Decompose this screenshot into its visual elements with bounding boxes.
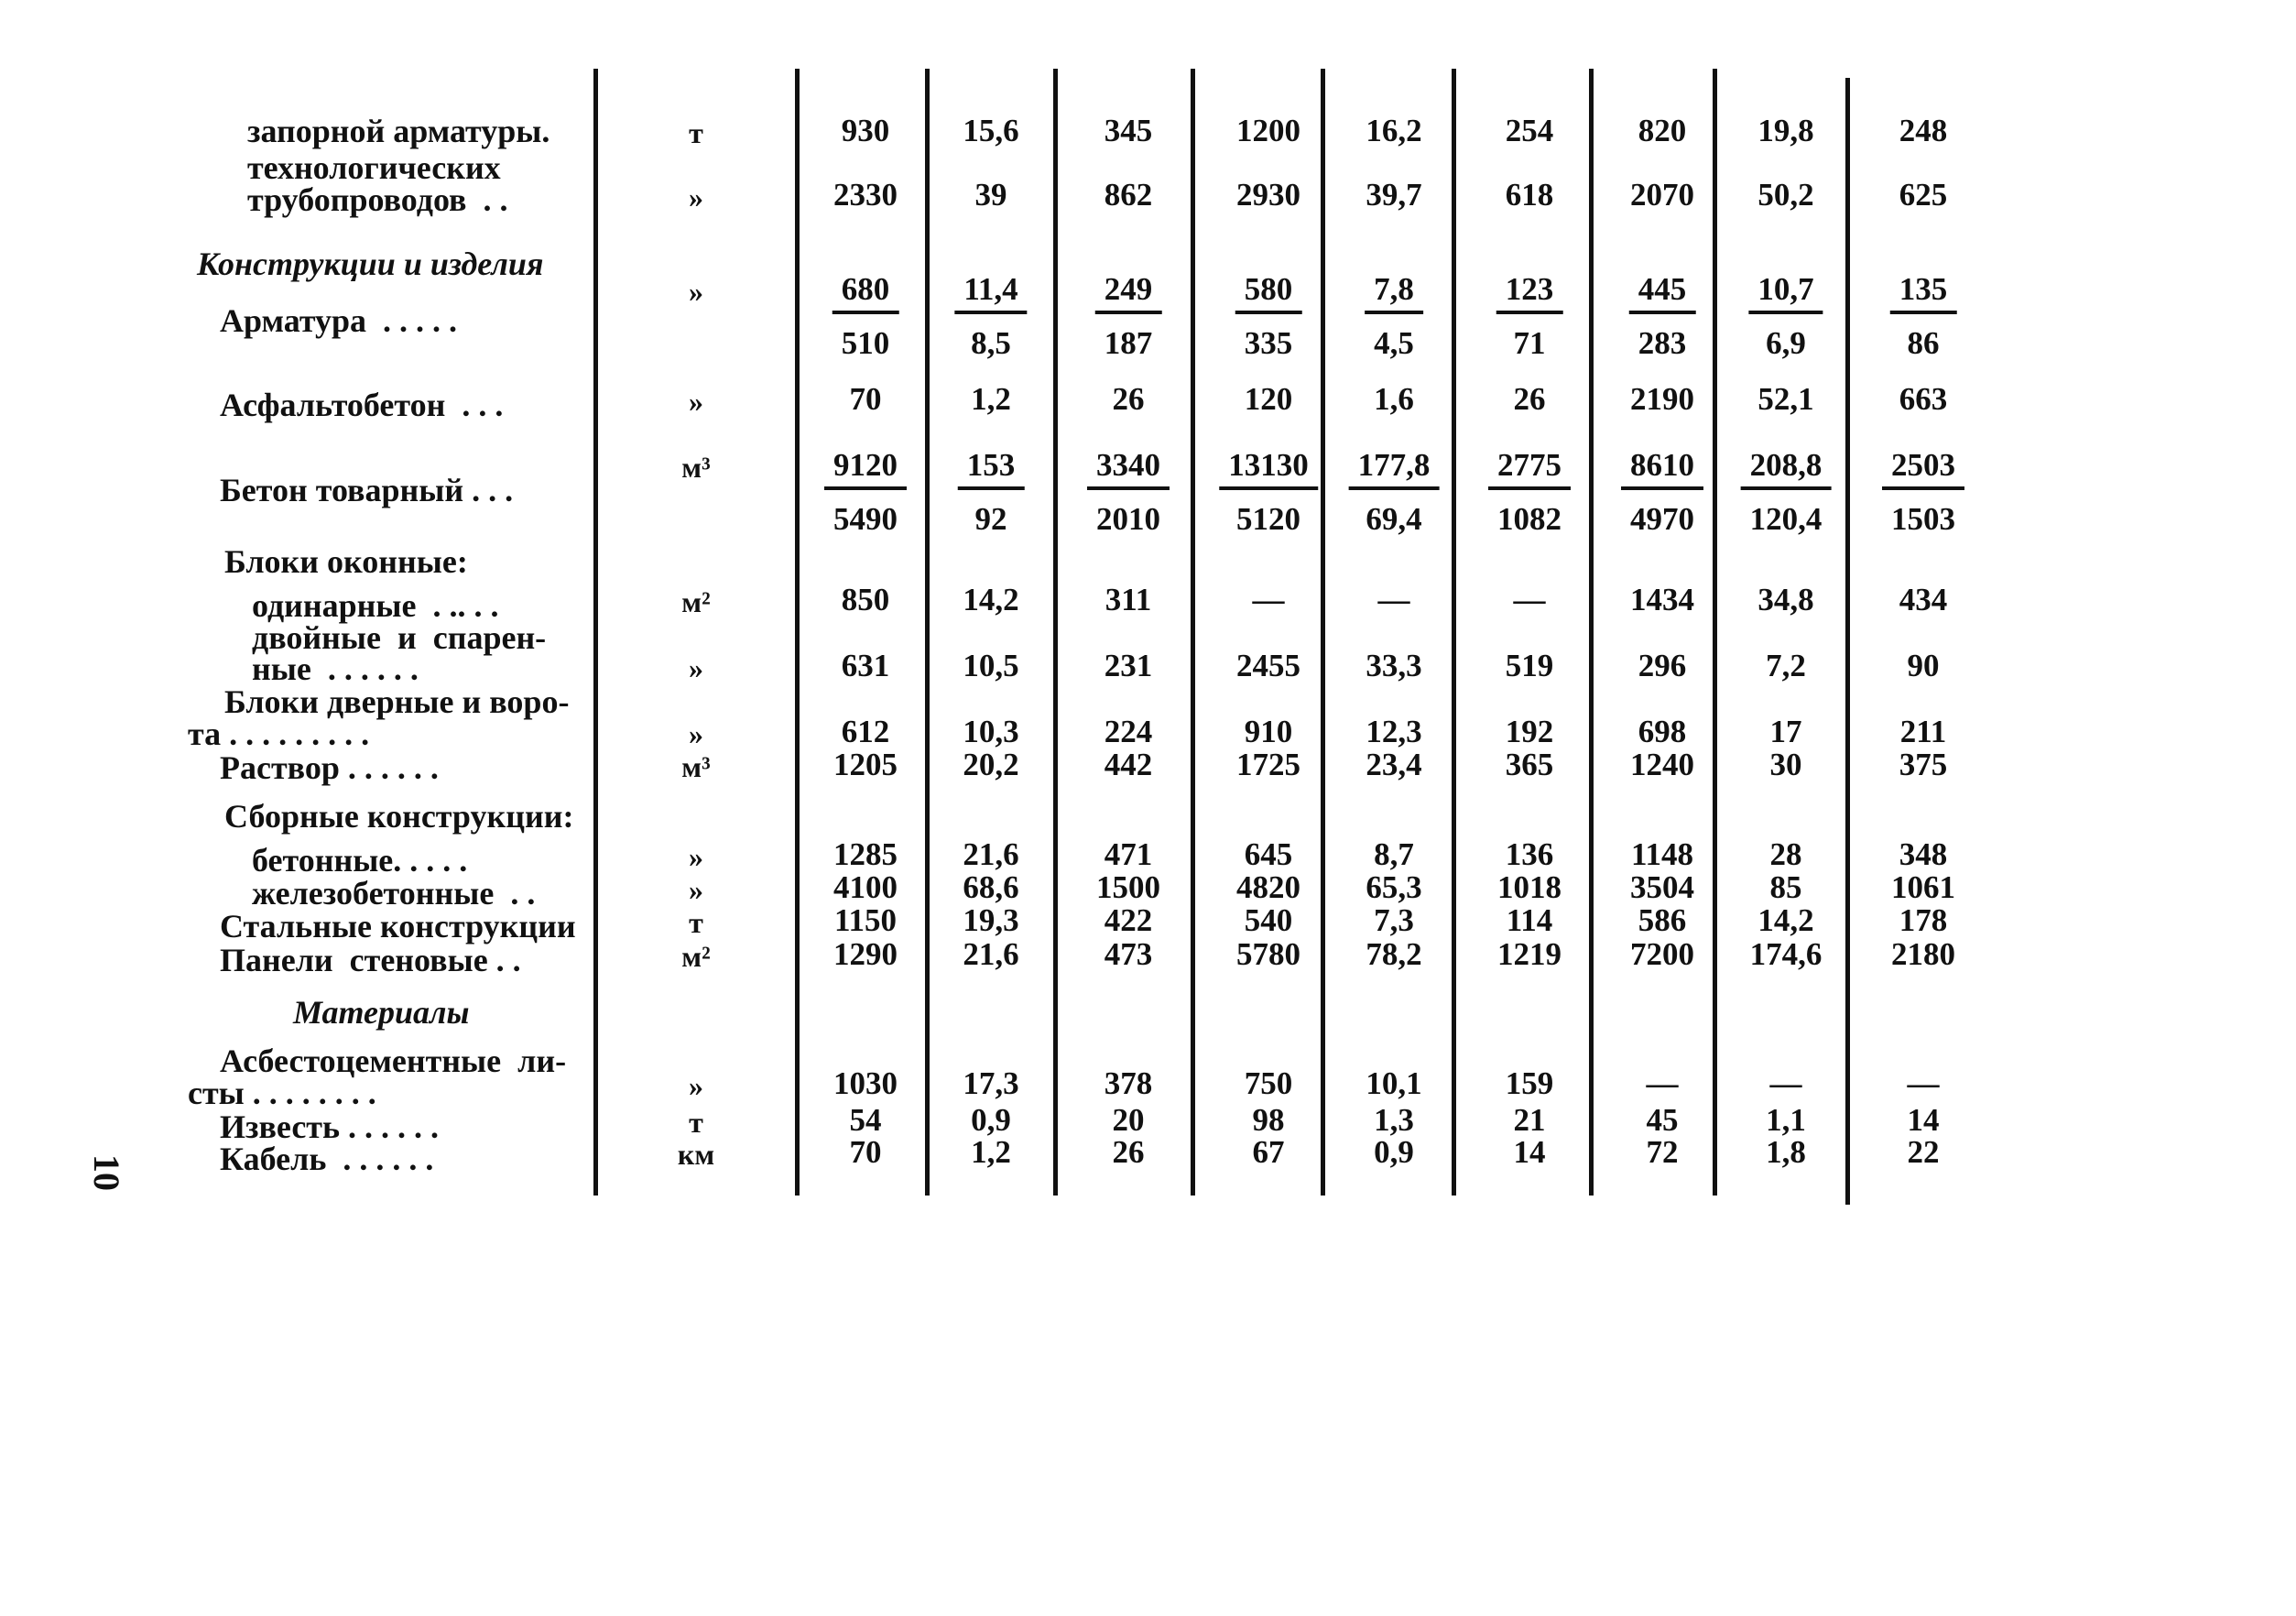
- value-cell: 114: [1506, 902, 1553, 938]
- fraction-denominator: 510: [841, 325, 890, 361]
- fraction-denominator: 120,4: [1749, 501, 1823, 537]
- column-rule: [925, 69, 930, 1196]
- unit-cell: »: [689, 717, 703, 750]
- unit-cell: »: [689, 1069, 703, 1102]
- fraction-denominator: 71: [1513, 325, 1546, 361]
- unit-cell: »: [689, 180, 703, 213]
- fraction-numerator: 8610: [1621, 449, 1703, 490]
- value-cell: 70: [849, 381, 882, 417]
- column-rule: [1845, 78, 1850, 1205]
- value-cell: 14,2: [1757, 902, 1814, 938]
- value-cell: 1150: [833, 902, 898, 938]
- unit-cell: м³: [681, 451, 711, 484]
- value-cell: 471: [1104, 836, 1153, 872]
- value-cell: 85: [1769, 869, 1802, 905]
- column-rule: [795, 69, 800, 1196]
- value-cell: 7,2: [1766, 648, 1806, 683]
- value-cell: 375: [1899, 747, 1948, 782]
- value-cell: 17: [1769, 714, 1802, 749]
- value-cell: 1290: [833, 936, 898, 972]
- fraction-cell: [1235, 273, 1302, 359]
- value-cell: 33,3: [1366, 648, 1422, 683]
- value-cell: 586: [1638, 902, 1687, 938]
- value-cell: 0,9: [1374, 1134, 1414, 1170]
- value-cell: —: [1646, 1065, 1679, 1101]
- value-cell: 930: [841, 113, 890, 148]
- value-cell: 663: [1899, 381, 1948, 417]
- value-cell: —: [1907, 1065, 1940, 1101]
- section-heading: Конструкции и изделия: [197, 246, 544, 282]
- unit-cell: т: [689, 906, 703, 939]
- fraction-cell: [1488, 449, 1571, 535]
- row-label: Арматура . . . . .: [220, 302, 458, 339]
- row-label: та . . . . . . . . .: [188, 715, 370, 752]
- fraction-denominator: 5120: [1236, 501, 1300, 537]
- value-cell: 12,3: [1366, 714, 1422, 749]
- unit-cell: т: [689, 116, 703, 149]
- value-cell: 1,3: [1374, 1102, 1414, 1138]
- fraction-numerator: 177,8: [1349, 449, 1440, 490]
- value-cell: 98: [1252, 1102, 1285, 1138]
- value-cell: 21,6: [963, 836, 1019, 872]
- value-cell: 224: [1104, 714, 1153, 749]
- value-cell: 422: [1104, 902, 1153, 938]
- value-cell: 26: [1513, 381, 1546, 417]
- value-cell: —: [1769, 1065, 1802, 1101]
- value-cell: 378: [1104, 1065, 1153, 1101]
- fraction-numerator: 3340: [1087, 449, 1170, 490]
- row-label: двойные и спарен-: [252, 619, 547, 656]
- row-label: Кабель . . . . . .: [220, 1141, 434, 1177]
- value-cell: 78,2: [1366, 936, 1422, 972]
- value-cell: 16,2: [1366, 113, 1422, 148]
- value-cell: 1500: [1096, 869, 1160, 905]
- fraction-cell: [832, 273, 899, 359]
- column-rule: [1053, 69, 1058, 1196]
- value-cell: 618: [1505, 177, 1554, 213]
- value-cell: —: [1252, 582, 1285, 617]
- value-cell: 1,6: [1374, 381, 1414, 417]
- value-cell: 68,6: [963, 869, 1019, 905]
- value-cell: 67: [1252, 1134, 1285, 1170]
- value-cell: 2070: [1630, 177, 1694, 213]
- value-cell: 2180: [1891, 936, 1955, 972]
- value-cell: 20,2: [963, 747, 1019, 782]
- fraction-cell: [1741, 449, 1832, 535]
- value-cell: 4820: [1236, 869, 1300, 905]
- fraction-numerator: 9120: [824, 449, 907, 490]
- column-rule: [1713, 69, 1717, 1196]
- value-cell: 26: [1112, 381, 1145, 417]
- row-label: Блоки оконные:: [224, 543, 468, 580]
- value-cell: 296: [1638, 648, 1687, 683]
- value-cell: 14,2: [963, 582, 1019, 617]
- value-cell: 434: [1899, 582, 1948, 617]
- column-rule: [1191, 69, 1195, 1196]
- value-cell: 20: [1112, 1102, 1145, 1138]
- fraction-numerator: 11,4: [954, 273, 1027, 314]
- value-cell: 2455: [1236, 648, 1300, 683]
- row-label: Известь . . . . . .: [220, 1108, 440, 1145]
- fraction-denominator: 4970: [1630, 501, 1694, 537]
- fraction-cell: [1629, 273, 1696, 359]
- row-label: трубопроводов . .: [247, 181, 508, 218]
- value-cell: 231: [1104, 648, 1153, 683]
- value-cell: 19,3: [963, 902, 1019, 938]
- value-cell: 14: [1513, 1134, 1546, 1170]
- fraction-denominator: 283: [1638, 325, 1687, 361]
- value-cell: 30: [1769, 747, 1802, 782]
- value-cell: 1219: [1497, 936, 1561, 972]
- value-cell: 345: [1104, 113, 1153, 148]
- unit-cell: т: [689, 1106, 703, 1139]
- value-cell: 120: [1244, 381, 1293, 417]
- value-cell: 21,6: [963, 936, 1019, 972]
- value-cell: 23,4: [1366, 747, 1422, 782]
- value-cell: 14: [1907, 1102, 1940, 1138]
- value-cell: 178: [1899, 902, 1948, 938]
- value-cell: 10,5: [963, 648, 1019, 683]
- value-cell: 2930: [1236, 177, 1300, 213]
- value-cell: 54: [849, 1102, 882, 1138]
- fraction-numerator: 135: [1890, 273, 1957, 314]
- fraction-numerator: 10,7: [1748, 273, 1823, 314]
- value-cell: 19,8: [1757, 113, 1814, 148]
- fraction-cell: [1621, 449, 1703, 535]
- value-cell: 1285: [833, 836, 898, 872]
- row-label: Раствор . . . . . .: [220, 749, 439, 786]
- unit-cell: м³: [681, 750, 711, 783]
- value-cell: 4100: [833, 869, 898, 905]
- row-label: одинарные . .. . .: [252, 587, 499, 624]
- row-label: Асбестоцементные ли-: [220, 1043, 567, 1079]
- unit-cell: м²: [681, 940, 711, 973]
- value-cell: 254: [1505, 113, 1554, 148]
- unit-cell: км: [677, 1138, 715, 1171]
- fraction-denominator: 69,4: [1366, 501, 1422, 537]
- column-rule: [1321, 69, 1325, 1196]
- value-cell: 26: [1112, 1134, 1145, 1170]
- value-cell: 8,7: [1374, 836, 1414, 872]
- value-cell: 862: [1104, 177, 1153, 213]
- value-cell: 1,2: [971, 1134, 1011, 1170]
- row-label: Сборные конструкции:: [224, 798, 574, 835]
- fraction-cell: [1365, 273, 1423, 359]
- value-cell: 365: [1505, 747, 1554, 782]
- value-cell: —: [1513, 582, 1546, 617]
- fraction-denominator: 4,5: [1374, 325, 1414, 361]
- value-cell: 442: [1104, 747, 1153, 782]
- value-cell: 1030: [833, 1065, 898, 1101]
- unit-cell: »: [689, 651, 703, 684]
- row-label: технологических: [247, 149, 501, 186]
- fraction-cell: [958, 449, 1025, 535]
- row-label: Бетон товарный . . .: [220, 472, 514, 508]
- value-cell: 1148: [1630, 836, 1694, 872]
- value-cell: 39: [974, 177, 1007, 213]
- row-label: железобетонные . .: [252, 875, 536, 912]
- value-cell: 1,8: [1766, 1134, 1806, 1170]
- row-label: бетонные. . . . .: [252, 842, 468, 879]
- fraction-cell: [1349, 449, 1440, 535]
- row-label: сты . . . . . . . .: [188, 1075, 376, 1111]
- value-cell: 645: [1244, 836, 1293, 872]
- value-cell: 1200: [1236, 113, 1300, 148]
- value-cell: 1061: [1891, 869, 1955, 905]
- fraction-cell: [954, 273, 1027, 359]
- row-label: Стальные конструкции: [220, 908, 576, 944]
- row-label: ные . . . . . .: [252, 650, 419, 687]
- value-cell: 473: [1104, 936, 1153, 972]
- value-cell: 631: [841, 648, 890, 683]
- value-cell: 2190: [1630, 381, 1694, 417]
- value-cell: 519: [1505, 648, 1554, 683]
- column-rule: [593, 69, 598, 1196]
- value-cell: 1434: [1630, 582, 1694, 617]
- unit-cell: »: [689, 275, 703, 308]
- value-cell: 540: [1244, 902, 1293, 938]
- fraction-cell: [1219, 449, 1318, 535]
- fraction-denominator: 5490: [833, 501, 898, 537]
- fraction-cell: [1095, 273, 1162, 359]
- fraction-cell: [1087, 449, 1170, 535]
- fraction-numerator: 7,8: [1365, 273, 1423, 314]
- unit-cell: »: [689, 385, 703, 418]
- row-label: Блоки дверные и воро-: [224, 683, 570, 720]
- row-label: запорной арматуры.: [247, 113, 550, 149]
- value-cell: 72: [1646, 1134, 1679, 1170]
- value-cell: 1725: [1236, 747, 1300, 782]
- row-label: Асфальтобетон . . .: [220, 387, 504, 423]
- fraction-numerator: 153: [958, 449, 1025, 490]
- fraction-numerator: 13130: [1219, 449, 1318, 490]
- fraction-numerator: 680: [832, 273, 899, 314]
- value-cell: 1205: [833, 747, 898, 782]
- value-cell: 28: [1769, 836, 1802, 872]
- value-cell: 612: [841, 714, 890, 749]
- value-cell: 625: [1899, 177, 1948, 213]
- fraction-numerator: 2775: [1488, 449, 1571, 490]
- value-cell: 50,2: [1757, 177, 1814, 213]
- fraction-denominator: 92: [974, 501, 1007, 537]
- value-cell: 15,6: [963, 113, 1019, 148]
- value-cell: 3504: [1630, 869, 1694, 905]
- value-cell: 311: [1104, 582, 1152, 617]
- fraction-denominator: 86: [1907, 325, 1940, 361]
- value-cell: 10,1: [1366, 1065, 1422, 1101]
- value-cell: 1,2: [971, 381, 1011, 417]
- value-cell: 192: [1505, 714, 1554, 749]
- column-rule: [1452, 69, 1456, 1196]
- value-cell: 65,3: [1366, 869, 1422, 905]
- value-cell: 17,3: [963, 1065, 1019, 1101]
- unit-cell: м²: [681, 585, 711, 618]
- value-cell: 90: [1907, 648, 1940, 683]
- value-cell: 211: [1899, 714, 1947, 749]
- value-cell: 136: [1505, 836, 1554, 872]
- fraction-numerator: 445: [1629, 273, 1696, 314]
- fraction-denominator: 8,5: [971, 325, 1011, 361]
- fraction-denominator: 187: [1104, 325, 1153, 361]
- fraction-numerator: 208,8: [1741, 449, 1832, 490]
- value-cell: 7200: [1630, 936, 1694, 972]
- value-cell: 22: [1907, 1134, 1940, 1170]
- value-cell: 348: [1899, 836, 1948, 872]
- value-cell: 1018: [1497, 869, 1561, 905]
- fraction-cell: [1890, 273, 1957, 359]
- unit-cell: »: [689, 840, 703, 873]
- page-number: 10: [86, 1154, 127, 1191]
- value-cell: 750: [1244, 1065, 1293, 1101]
- value-cell: 5780: [1236, 936, 1300, 972]
- fraction-denominator: 1503: [1891, 501, 1955, 537]
- value-cell: 1240: [1630, 747, 1694, 782]
- value-cell: 910: [1244, 714, 1293, 749]
- value-cell: 45: [1646, 1102, 1679, 1138]
- fraction-cell: [1496, 273, 1563, 359]
- fraction-denominator: 6,9: [1766, 325, 1806, 361]
- value-cell: —: [1377, 582, 1410, 617]
- value-cell: 820: [1638, 113, 1687, 148]
- value-cell: 21: [1513, 1102, 1546, 1138]
- value-cell: 7,3: [1374, 902, 1414, 938]
- value-cell: 52,1: [1757, 381, 1814, 417]
- value-cell: 2330: [833, 177, 898, 213]
- value-cell: 10,3: [963, 714, 1019, 749]
- fraction-cell: [824, 449, 907, 535]
- fraction-numerator: 249: [1095, 273, 1162, 314]
- row-label: Панели стеновые . .: [220, 942, 521, 978]
- value-cell: 248: [1899, 113, 1948, 148]
- fraction-denominator: 1082: [1497, 501, 1561, 537]
- value-cell: 159: [1505, 1065, 1554, 1101]
- value-cell: 70: [849, 1134, 882, 1170]
- fraction-denominator: 335: [1244, 325, 1293, 361]
- unit-cell: »: [689, 873, 703, 906]
- value-cell: 0,9: [971, 1102, 1011, 1138]
- fraction-cell: [1748, 273, 1823, 359]
- value-cell: 34,8: [1757, 582, 1814, 617]
- value-cell: 698: [1638, 714, 1687, 749]
- value-cell: 174,6: [1749, 936, 1823, 972]
- value-cell: 850: [841, 582, 890, 617]
- fraction-cell: [1882, 449, 1964, 535]
- column-rule: [1589, 69, 1594, 1196]
- fraction-numerator: 2503: [1882, 449, 1964, 490]
- value-cell: 39,7: [1366, 177, 1422, 213]
- fraction-denominator: 2010: [1096, 501, 1160, 537]
- fraction-numerator: 123: [1496, 273, 1563, 314]
- fraction-numerator: 580: [1235, 273, 1302, 314]
- section-heading: Материалы: [293, 994, 470, 1031]
- value-cell: 1,1: [1766, 1102, 1806, 1138]
